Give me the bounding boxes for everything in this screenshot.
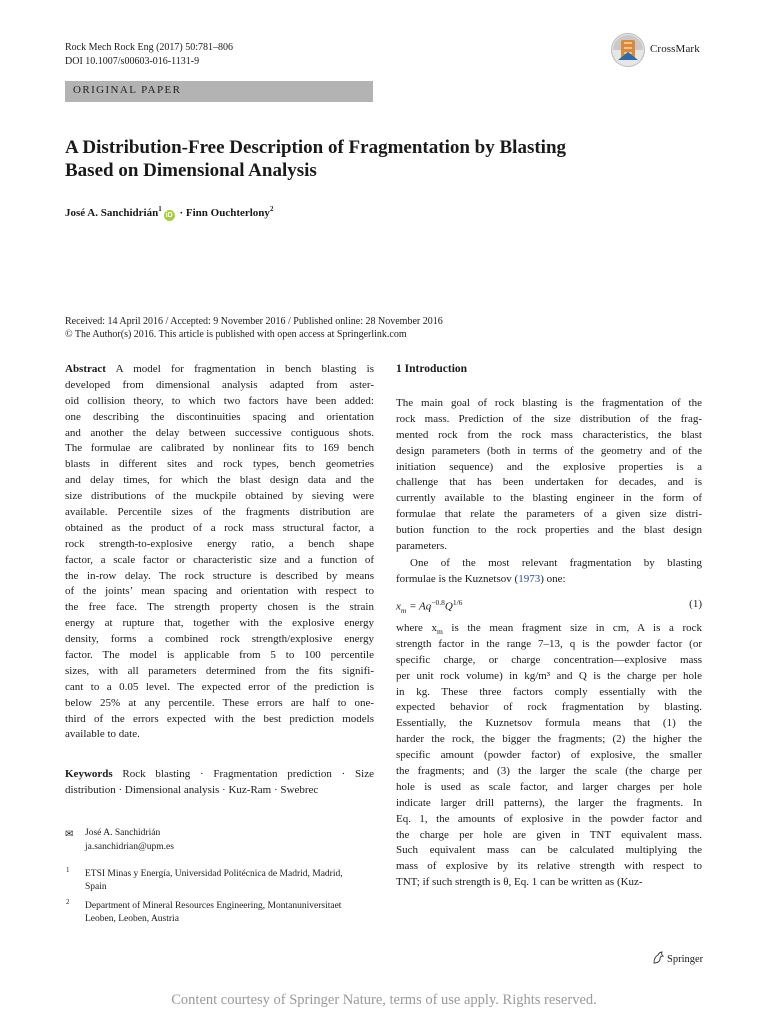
abstract-line: obtained as the product of a rock mass structural factor, a [65, 521, 374, 534]
body-line: bution function to the rock properties and the blast design [396, 524, 702, 537]
abstract-line: Abstract A model for fragmentation in bench blasting is [65, 363, 374, 375]
springer-label: Springer [667, 954, 704, 965]
corresponding-author-email[interactable]: ja.sanchidrian@upm.es [85, 842, 174, 852]
introduction-paragraph-2 [396, 556, 702, 588]
equation-1 [396, 598, 702, 615]
body-line: the fragments; and (3) the larger the scale (the charge per [396, 765, 702, 778]
body-line: parameters. [396, 540, 447, 553]
abstract-line: available. Percentile sizes of the fragments distribution are [65, 506, 374, 519]
body-line: indicate larger drill patterns), the larger the fragments. In [396, 796, 702, 809]
springer-horse-icon [652, 951, 664, 964]
body-line: Essentially, the Kuznetsov formula means that (1) the [396, 717, 702, 730]
body-line: the charge per hole are given in TNT equivalent mass. [396, 828, 702, 841]
body-line: specific charge, or charge concentration—explosive mass [396, 653, 702, 666]
body-line: hole is used as scale factor, and larger charges per hole [396, 780, 702, 793]
title-line-2: Based on Dimensional Analysis [65, 160, 317, 181]
publication-dates: Received: 14 April 2016 / Accepted: 9 November 2016 / Published online: 28 November 2016 [65, 316, 443, 327]
body-line: where $x_m$ is the mean fragment size in cm, A is a rock [396, 622, 702, 637]
abstract-line: below 25% at any percentile. These errors are half to one- [65, 696, 374, 709]
abstract-line: blasts in different sites and rock types, bench geometries [65, 458, 374, 471]
abstract-line: the in-row delay. The rock structure is described by means [65, 569, 374, 582]
springer-logo[interactable] [652, 951, 703, 965]
email-icon: ✉ [65, 829, 74, 840]
journal-reference: Rock Mech Rock Eng (2017) 50:781–806 [65, 42, 234, 53]
body-line: strength factor in the range 7–13, q is the powder factor (or [396, 637, 702, 650]
keywords-line: distribution · Dimensional analysis · Kuz-Ram · Swebrec [65, 783, 319, 796]
body-line: mented rock from the rock mass characteristics, the blast [396, 428, 702, 441]
abstract-line: factor. The model is applicable from 5 to 100 percentile [65, 649, 374, 662]
abstract-line: of the joints’ mean spacing and orientation with respect to [65, 585, 374, 598]
author-1-affiliation-mark: 1 [158, 205, 162, 213]
crossmark-icon [610, 32, 646, 68]
license-statement: © The Author(s) 2016. This article is published with open access at Springerlink.com [65, 329, 407, 340]
abstract-line: cant to a 0.05 level. The expected error of the prediction is [65, 680, 374, 693]
abstract [65, 362, 374, 743]
abstract-line: The formulae are calibrated by nonlinear fits to 169 bench [65, 442, 374, 455]
abstract-line: developed from dimensional analysis adapted from aster- [65, 378, 374, 391]
keywords [65, 767, 374, 799]
equation-rhs: = Aq [406, 600, 432, 613]
affiliation-1: ETSI Minas y Energía, Universidad Politécnica de Madrid, Madrid, Spain [85, 869, 343, 892]
article-type-label: ORIGINAL PAPER [73, 84, 182, 96]
body-line: One of the most relevant fragmentation by blasting [410, 557, 702, 569]
abstract-line: energy at rupture that, together with the explosive energy [65, 617, 374, 630]
abstract-line: one describing the discontinuities spacing and orientation [65, 410, 374, 423]
body-line: per unit rock volume) in kg/m³ and Q is the charge per hole [396, 669, 702, 682]
equation-exponent-q: −0.8 [431, 598, 445, 607]
abstract-label: Abstract [65, 363, 106, 375]
crossmark-label: CrossMark [650, 43, 700, 55]
body-line: mass of explosive by its relative strength with respect to [396, 860, 702, 873]
crossmark-badge[interactable] [610, 32, 718, 70]
author-separator: · [179, 207, 184, 219]
body-line: initiation sequence) and the explosive properties is a [396, 460, 702, 473]
article-type-banner [65, 81, 373, 102]
abstract-line: density, forms a combined rock strength/explosive energy [65, 633, 374, 646]
author-1-name[interactable]: José A. Sanchidrián [65, 207, 159, 219]
keywords-label: Keywords [65, 768, 113, 780]
equation-exponent-charge: 1/6 [452, 598, 463, 607]
abstract-line: the free face. The strength property chosen is the strain [65, 601, 374, 614]
equation-number: (1) [689, 598, 702, 610]
body-line: formulae that relate the parameters of a given size distri- [396, 508, 702, 521]
introduction-paragraph-1 [396, 396, 702, 555]
abstract-line: sizes, with all parameters determined from the fits signifi- [65, 664, 374, 677]
body-line: design parameters (both in terms of the geometry and of the [396, 444, 702, 457]
abstract-line: and delay times, for which the blast design data and the [65, 474, 374, 487]
abstract-line: oid collision theory, to which two factors have been added: [65, 394, 374, 407]
affiliation-2: Department of Mineral Resources Engineering, Montanuniversitaet Leoben, Leoben, Austria [85, 901, 342, 924]
affiliation-1-number: 1 [66, 866, 70, 874]
paper-title [65, 136, 685, 182]
body-line: specific amount (powder factor) of explosive, the smaller [396, 749, 702, 762]
introduction-paragraph-3 [396, 621, 702, 891]
body-line: harder the rock, the bigger the fragments; (2) the higher the [396, 733, 702, 746]
citation-link-kuznetsov-1973[interactable]: 1973 [518, 572, 541, 585]
orcid-icon[interactable]: iD [165, 212, 173, 219]
affiliation-2-number: 2 [66, 898, 70, 906]
equation-charge: Q [444, 600, 453, 613]
author-2-affiliation-mark: 2 [269, 205, 274, 213]
doi[interactable]: DOI 10.1007/s00603-016-1131-9 [65, 56, 200, 67]
body-line: rock mass. Prediction of the size distribution of the frag- [396, 412, 702, 425]
author-2-name[interactable]: Finn Ouchterlony [185, 207, 270, 219]
abstract-line: third of the errors expected with the best prediction models [65, 712, 374, 725]
body-line: in kg. These three factors comply essentially with the [396, 685, 702, 698]
corresponding-author-name: José A. Sanchidrián [85, 828, 161, 838]
body-line: currently available to the blasting engineer in the form of [396, 492, 702, 505]
equation-lhs: x [396, 600, 401, 613]
section-heading-introduction: 1 Introduction [396, 363, 468, 375]
body-line: TNT; if such strength is θ, Eq. 1 can be written as (Kuz- [396, 876, 643, 889]
body-line: Such equivalent mass can be calculated multiplying the [396, 844, 702, 857]
courtesy-notice: Content courtesy of Springer Nature, terms of use apply. Rights reserved. [171, 992, 597, 1008]
abstract-line: size distributions of the muckpile obtained by sieving were [65, 490, 374, 503]
body-line: Eq. 1, the amounts of explosive in the powder factor and [396, 812, 702, 825]
body-line: challenge that has been undertaken for decades, and is [396, 476, 702, 489]
body-line: The main goal of rock blasting is the fragmentation of the [396, 397, 702, 409]
body-line: expected behavior of rock fragmentation by blasting. [396, 701, 702, 714]
abstract-line: factor, a scale factor or characteristic size and a function of [65, 553, 374, 566]
abstract-line: available to date. [65, 728, 140, 741]
abstract-line: and another the delay between successive contiguous shots. [65, 426, 374, 439]
title-line-1: A Distribution-Free Description of Fragmentation by Blasting [65, 137, 567, 158]
body-line: formulae is the Kuznetsov (1973) one: [396, 572, 566, 585]
author-list [65, 205, 273, 221]
equation-lhs-subscript: m [400, 605, 407, 615]
keywords-line: Keywords Rock blasting · Fragmentation prediction · Size [65, 768, 374, 780]
abstract-line: rock strength-to-explosive energy ratio, a bench shape [65, 537, 374, 550]
